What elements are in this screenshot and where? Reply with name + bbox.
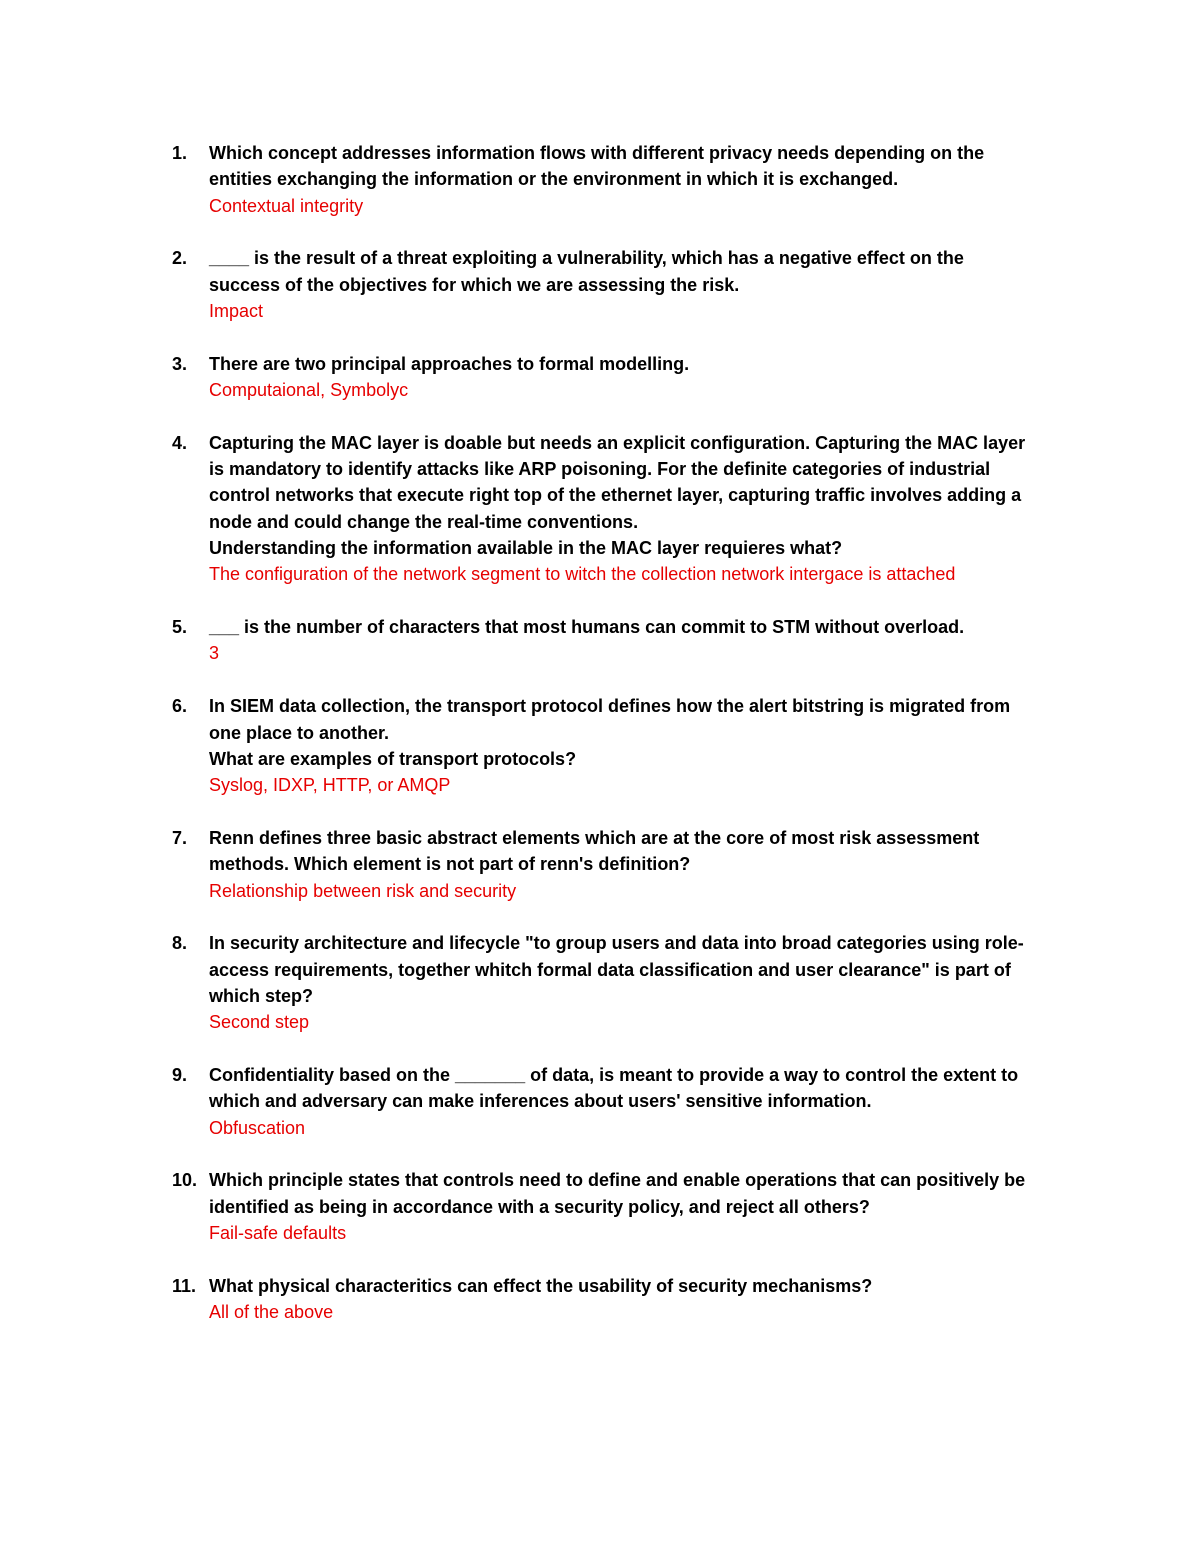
question-list	[172, 140, 1032, 1352]
question-item-9	[172, 1062, 1032, 1141]
answer-text: Relationship between risk and security	[209, 880, 517, 901]
question-text: ____ is the result of a threat exploiting a vulnerability, which has a negative effect on the success of the objectives for which we are assessing the risk.	[209, 248, 964, 295]
question-number: 10.	[172, 1170, 198, 1191]
answer-text: Computaional, Symbolyc	[209, 380, 409, 401]
question-text: Capturing the MAC layer is doable but needs an explicit configuration. Capturing the MAC layer is mandatory to identify attacks like ARP poisoning. For the definite categories of industrial control networks that execute right top of the ethernet layer, capturing traffic involves adding a node and could change the real-time conventions. Understanding the information available in the MAC layer requieres what?	[209, 432, 1026, 559]
question-item-2	[172, 245, 1032, 324]
question-number: 4.	[172, 432, 188, 453]
answer-text: Impact	[209, 300, 264, 321]
answer-text: Syslog, IDXP, HTTP, or AMQP	[209, 775, 451, 796]
answer-text: All of the above	[209, 1302, 334, 1323]
question-item-11	[172, 1273, 1032, 1326]
question-text: Which concept addresses information flows with different privacy needs depending on the entities exchanging the information or the environment in which it is exchanged.	[209, 143, 985, 190]
answer-text: Second step	[209, 1012, 310, 1033]
question-number: 11.	[172, 1275, 197, 1296]
question-number: 7.	[172, 827, 188, 848]
question-text: Confidentiality based on the _______ of data, is meant to provide a way to control the extent to which and adversary can make inferences about users' sensitive information.	[209, 1065, 1019, 1112]
answer-text: Contextual integrity	[209, 195, 364, 216]
question-item-1	[172, 140, 1032, 219]
question-item-3	[172, 351, 1032, 404]
question-text: There are two principal approaches to formal modelling.	[209, 353, 690, 374]
question-item-5	[172, 614, 1032, 667]
question-text: ___ is the number of characters that most humans can commit to STM without overload.	[209, 617, 965, 638]
question-text: In SIEM data collection, the transport protocol defines how the alert bitstring is migrated from one place to another. What are examples of transport protocols?	[209, 696, 1011, 769]
question-number: 5.	[172, 617, 188, 638]
question-item-6	[172, 693, 1032, 798]
answer-text: Fail-safe defaults	[209, 1223, 347, 1243]
question-number: 9.	[172, 1065, 188, 1086]
question-number: 1.	[172, 143, 188, 163]
question-text: Renn defines three basic abstract elements which are at the core of most risk assessment methods. Which element is not part of renn's definition?	[209, 827, 980, 875]
answer-text: 3	[209, 643, 220, 664]
question-item-10	[172, 1167, 1032, 1246]
question-number: 8.	[172, 933, 188, 954]
question-number: 2.	[172, 248, 188, 269]
question-item-7	[172, 825, 1032, 904]
answer-text: Obfuscation	[209, 1117, 306, 1138]
question-number: 3.	[172, 353, 188, 374]
question-text: Which principle states that controls need to define and enable operations that can positively be identified as being in accordance with a security policy, and reject all others?	[209, 1170, 1026, 1217]
question-item-8	[172, 930, 1032, 1035]
question-text: In security architecture and lifecycle "to group users and data into broad categories using role-access requirements, together whitch formal data classification and user clearance" is part of which step?	[209, 933, 1024, 1006]
question-text: What physical characteritics can effect the usability of security mechanisms?	[209, 1275, 873, 1296]
question-number: 6.	[172, 696, 188, 717]
answer-text: The configuration of the network segment to witch the collection network intergace is attached	[209, 564, 956, 585]
question-item-4	[172, 430, 1032, 588]
